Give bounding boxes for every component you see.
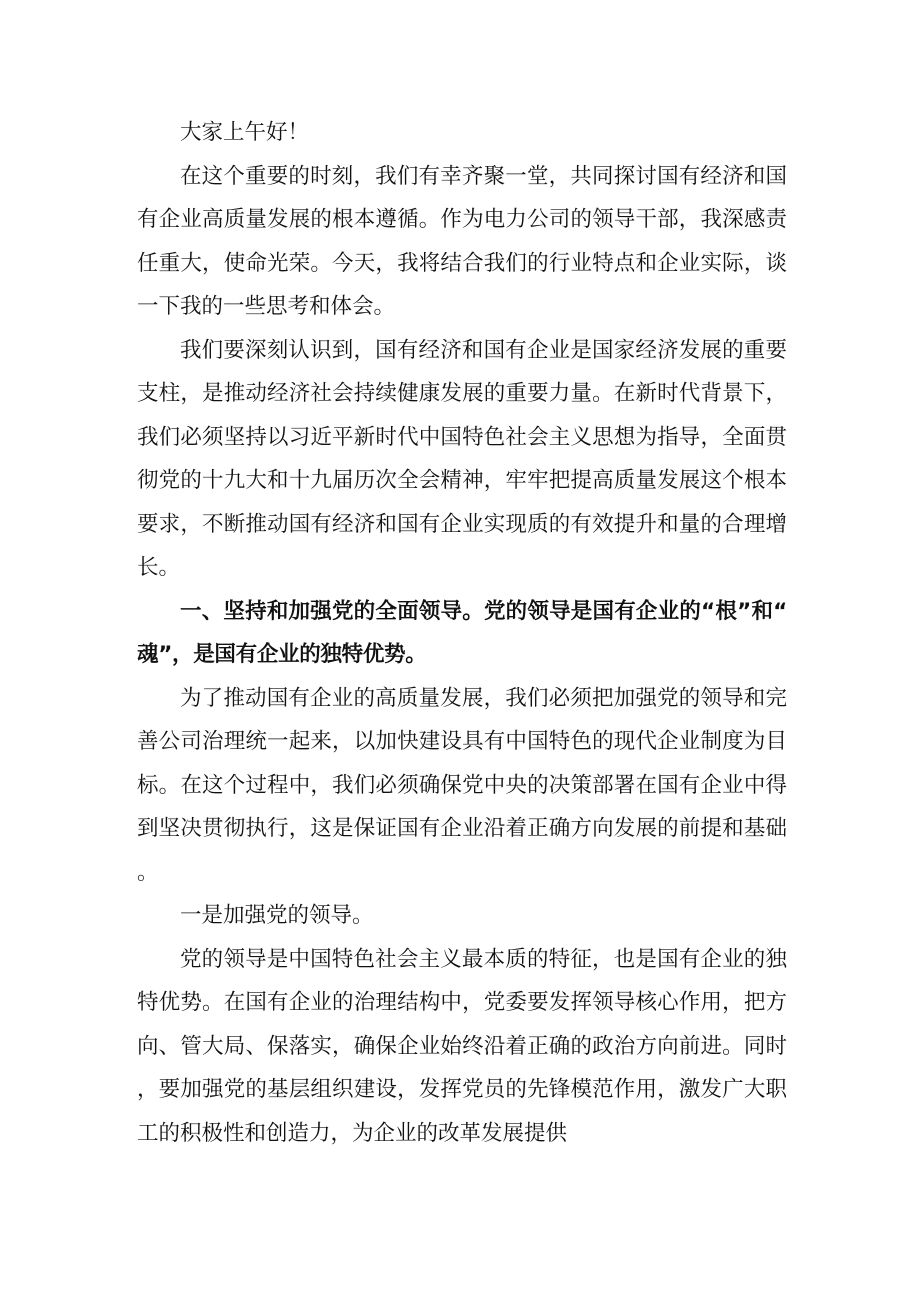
greeting-paragraph: 大家上午好！ bbox=[180, 120, 310, 145]
document-body bbox=[137, 111, 787, 1155]
section-heading: 一、坚持和加强党的全面领导。党的领导是国有企业的“根”和“魂”，是国有企业的独特优势。 bbox=[137, 598, 787, 667]
context-paragraph: 我们要深刻认识到，国有经济和国有企业是国家经济发展的重要支柱，是推动经济社会持续健康发展的重要力量。在新时代背景下，我们必须坚持以习近平新时代中国特色社会主义思想为指导，全面贯彻党的十九大和十九届历次全会精神，牢牢把提高质量发展这个根本要求，不断推动国有经济和国有企业实现质的有效提升和量的合理增长。 bbox=[137, 337, 787, 580]
intro-paragraph: 在这个重要的时刻，我们有幸齐聚一堂，共同探讨国有经济和国有企业高质量发展的根本遵循。作为电力公司的领导干部，我深感责任重大，使命光荣。今天，我将结合我们的行业特点和企业实际，谈一下我的一些思考和体会。 bbox=[137, 163, 787, 319]
section-paragraph: 为了推动国有企业的高质量发展，我们必须把加强党的领导和完善公司治理统一起来，以加快建设具有中国特色的现代企业制度为目标。在这个过程中，我们必须确保党中央的决策部署在国有企业中得到坚决贯彻执行，这是保证国有企业沿着正确方向发展的前提和基础。 bbox=[137, 685, 787, 885]
subpoint-title: 一是加强党的领导。 bbox=[180, 903, 374, 928]
subpoint-paragraph: 党的领导是中国特色社会主义最本质的特征，也是国有企业的独特优势。在国有企业的治理结构中，党委要发挥领导核心作用，把方向、管大局、保落实，确保企业始终沿着正确的政治方向前进。同时，要加强党的基层组织建设，发挥党员的先锋模范作用，激发广大职工的积极性和创造力，为企业的改革发展提供 bbox=[137, 946, 787, 1146]
